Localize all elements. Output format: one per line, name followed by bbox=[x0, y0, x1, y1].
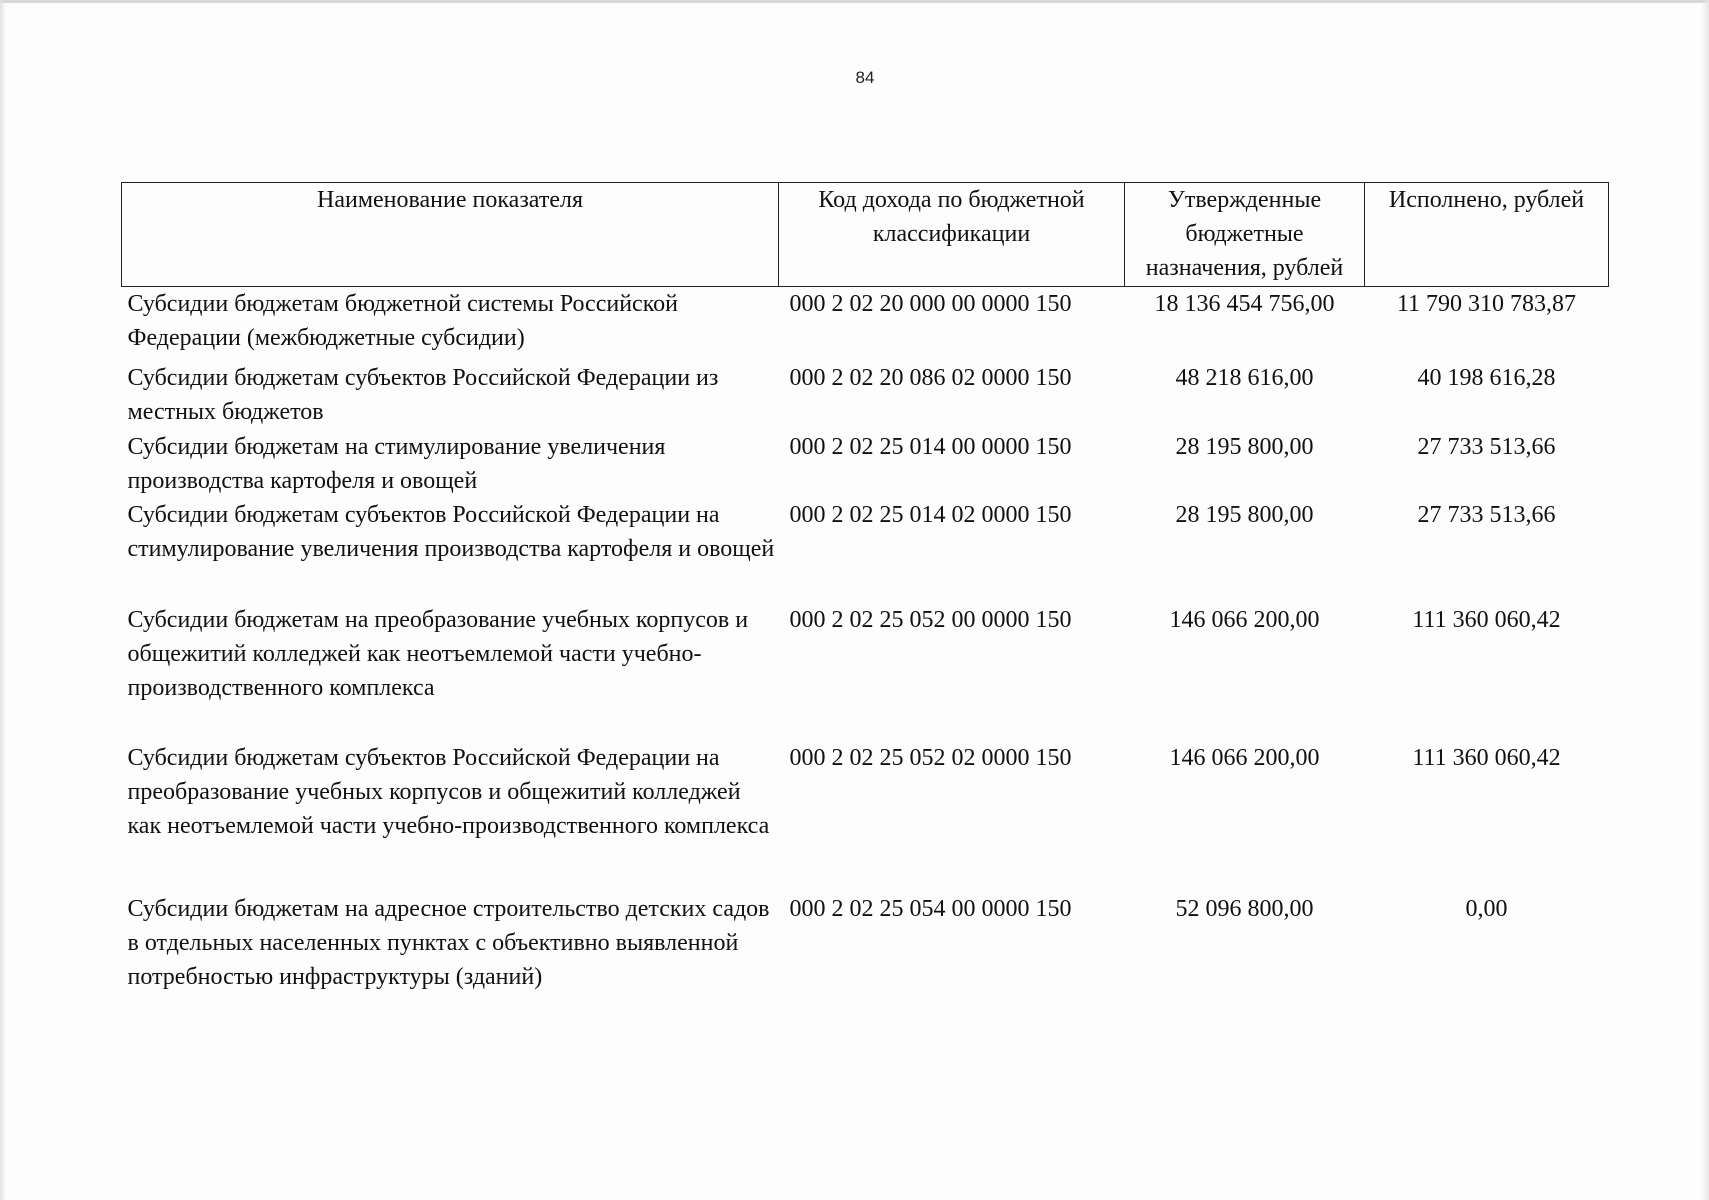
cell-plan: 146 066 200,00 bbox=[1169, 606, 1320, 633]
header-name: Наименование показателя bbox=[122, 183, 779, 287]
cell-name: Субсидии бюджетам бюджетной системы Российской Федерации (межбюджетные субсидии) bbox=[127, 291, 678, 351]
cell-code: 000 2 02 20 086 02 0000 150 bbox=[789, 364, 1072, 391]
cell-done: 0,00 bbox=[1465, 895, 1508, 922]
cell-code: 000 2 02 25 054 00 0000 150 bbox=[789, 895, 1072, 922]
page-number: 84 bbox=[855, 68, 875, 87]
table-row bbox=[122, 892, 1609, 1030]
cell-done: 111 360 060,42 bbox=[1412, 606, 1561, 633]
header-row bbox=[122, 183, 1609, 287]
scan-right-edge bbox=[1701, 0, 1709, 1200]
scan-top-edge bbox=[0, 0, 1709, 3]
cell-name: Субсидии бюджетам на преобразование учебных корпусов и общежитий колледжей как неотъемлемой части учебно-производственного комплекса bbox=[127, 606, 749, 701]
table-row bbox=[122, 287, 1609, 361]
cell-code: 000 2 02 25 052 00 0000 150 bbox=[789, 606, 1072, 633]
table-header bbox=[122, 183, 1609, 287]
header-code: Код дохода по бюджетной классификации bbox=[779, 183, 1125, 287]
table-row bbox=[122, 498, 1609, 603]
cell-name: Субсидии бюджетам субъектов Российской Федерации из местных бюджетов bbox=[127, 364, 719, 425]
scan-left-edge bbox=[0, 0, 6, 1200]
header-plan: Утвержденные бюджетные назначения, рублей bbox=[1125, 183, 1365, 287]
cell-name: Субсидии бюджетам на стимулирование увеличения производства картофеля и овощей bbox=[127, 433, 666, 494]
cell-plan: 28 195 800,00 bbox=[1175, 501, 1314, 528]
cell-plan: 48 218 616,00 bbox=[1175, 364, 1314, 391]
header-done: Исполнено, рублей bbox=[1365, 183, 1609, 287]
cell-code: 000 2 02 25 014 00 0000 150 bbox=[789, 433, 1072, 460]
cell-done: 27 733 513,66 bbox=[1417, 433, 1556, 460]
table-row bbox=[122, 361, 1609, 430]
cell-name: Субсидии бюджетам на адресное строительство детских садов в отдельных населенных пунктах с объективно выявленной потребностью инфраструктуры (зданий) bbox=[127, 895, 770, 990]
table-row bbox=[122, 430, 1609, 498]
cell-code: 000 2 02 25 014 02 0000 150 bbox=[789, 501, 1072, 528]
table-body bbox=[122, 287, 1609, 1030]
cell-done: 11 790 310 783,87 bbox=[1396, 291, 1577, 317]
cell-plan: 28 195 800,00 bbox=[1175, 433, 1314, 460]
cell-done: 27 733 513,66 bbox=[1417, 501, 1556, 528]
cell-plan: 146 066 200,00 bbox=[1169, 744, 1320, 771]
budget-table bbox=[121, 182, 1609, 1030]
cell-name: Субсидии бюджетам субъектов Российской Федерации на стимулирование увеличения производства картофеля и овощей bbox=[127, 501, 775, 562]
cell-done: 111 360 060,42 bbox=[1412, 744, 1561, 771]
cell-plan: 18 136 454 756,00 bbox=[1154, 291, 1335, 317]
table-row bbox=[122, 603, 1609, 741]
table-row bbox=[122, 741, 1609, 892]
cell-done: 40 198 616,28 bbox=[1417, 364, 1556, 391]
cell-code: 000 2 02 25 052 02 0000 150 bbox=[789, 744, 1072, 771]
cell-plan: 52 096 800,00 bbox=[1175, 895, 1314, 922]
cell-code: 000 2 02 20 000 00 0000 150 bbox=[789, 291, 1072, 317]
cell-name: Субсидии бюджетам субъектов Российской Федерации на преобразование учебных корпусов и общежитий колледжей как неотъемлемой части учебно-производственного комплекса bbox=[127, 744, 770, 839]
